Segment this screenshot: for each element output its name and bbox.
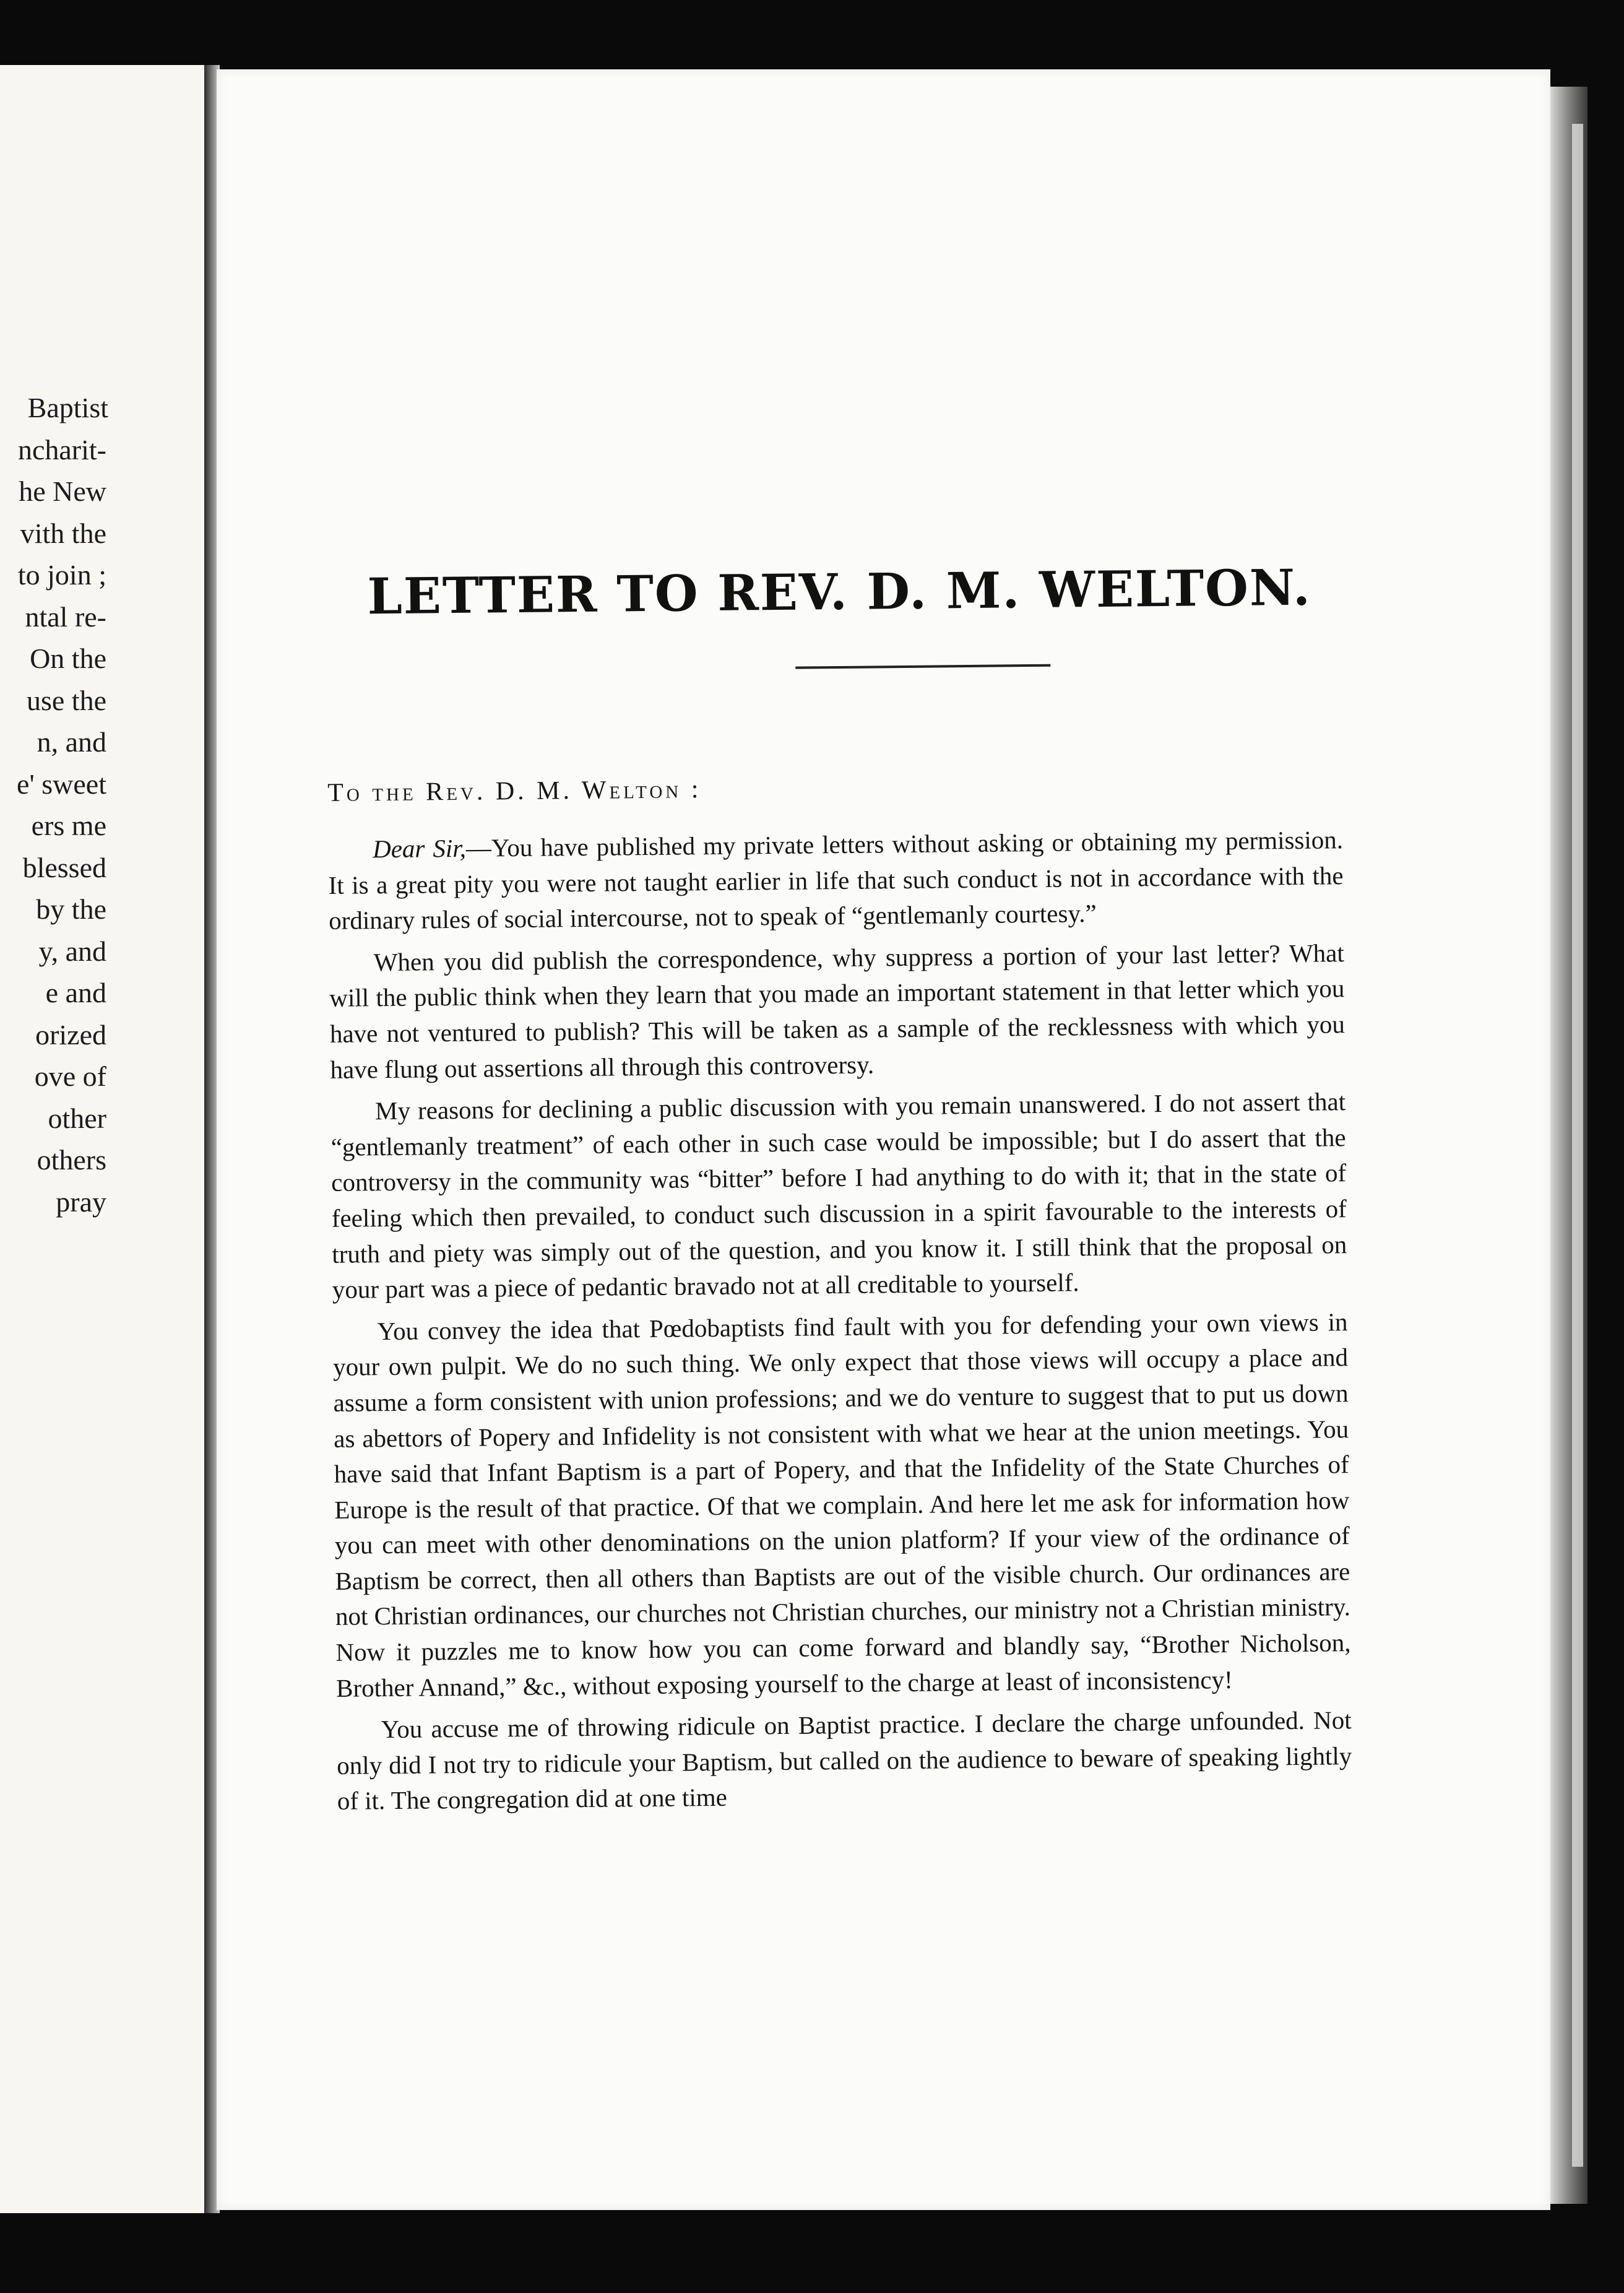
previous-page-line: y, and xyxy=(38,935,106,967)
letter-greeting: Dear Sir, xyxy=(372,833,467,864)
previous-page-line: On the xyxy=(30,643,106,674)
previous-page-line: n, and xyxy=(37,726,106,758)
letter-title: LETTER TO REV. D. M. WELTON. xyxy=(367,558,1312,626)
previous-page-line: ove of xyxy=(34,1060,106,1092)
previous-page-line: e' sweet xyxy=(17,768,106,800)
previous-page-fragment xyxy=(0,65,208,2213)
previous-page-line: ntal re- xyxy=(25,600,106,633)
previous-page-line: he New xyxy=(19,475,106,507)
letter-paragraph: My reasons for declining a public discussion with you remain unanswered. I do not assert that “gentlemanly treatment” of each other in such case would be impossible; but I do assert that the controversy in the community was “bitter” before I had anything to do with it; that in the state of feeling which then prevailed, to conduct such discussion in a spirit favourable to the interests of truth and piety was simply out of the question, and you know it. I still think that the proposal on your part was a piece of pedantic bravado not at all creditable to yourself. xyxy=(330,1087,1347,1304)
letter-salutation: To the Rev. D. M. Welton : xyxy=(327,775,702,807)
letter-page xyxy=(217,69,1550,2210)
previous-page-line: vith the xyxy=(20,517,106,549)
title-divider xyxy=(795,664,1050,669)
previous-page-line: Baptist xyxy=(27,392,108,423)
previous-page-line: blessed xyxy=(22,851,106,883)
letter-content xyxy=(321,59,1352,1816)
letter-paragraph-text: —You have published my private letters without asking or obtaining my permission. It is a great pity you were not taught earlier in life that such conduct is not in accordance with the ordinary rules of social intercourse, not to speak of “gentlemanly courtesy.” xyxy=(328,825,1344,935)
page-stack-highlight xyxy=(1572,124,1583,2167)
letter-paragraph: You accuse me of throwing ridicule on Baptist practice. I declare the charge unfounded. Not only did I not try to ridicule your Baptism, but called on the audience to beware of speaking lightly of it. The congregation did at one time xyxy=(337,1706,1352,1816)
previous-page-line: orized xyxy=(35,1018,106,1051)
previous-page-line: e and xyxy=(45,977,106,1008)
previous-page-line: others xyxy=(37,1144,106,1176)
previous-page-line: pray xyxy=(56,1186,106,1218)
letter-paragraph: You convey the idea that Pœdobaptists find fault with you for defending your own views in your own pulpit. We do no such thing. We only expect that those views will occupy a place and assume a form consistent with union professions; and we do venture to suggest that to put us down as abettors of Popery and Infidelity is not consistent with what we hear at the union meetings. You have said that Infant Baptism is a part of Popery, and that the Infidelity of the State Churches of Europe is the result of that practice. Of that we complain. And here let me ask for information how you can meet with other denominations on the union platform? If your view of the ordinance of Baptism be correct, then all others than Baptists are out of the visible church. Our ordinances are not Christian ordinances, our churches not Christian churches, our ministry not a Christian ministry. Now it puzzles me to know how you can come forward and blandly say, “Brother Nicholson, Brother Annand,” &c., without exposing yourself to the charge at least of inconsistency! xyxy=(332,1307,1351,1702)
previous-page-text xyxy=(0,387,204,1223)
previous-page-line: ncharit- xyxy=(17,433,106,466)
previous-page-line: use the xyxy=(26,684,106,716)
letter-body xyxy=(328,822,1352,1826)
previous-page-line: other xyxy=(48,1102,106,1134)
letter-paragraph: When you did publish the correspondence, why suppress a portion of your last letter? What will the public think when they learn that you made an important statement in that letter which you have not ventured to publish? This will be taken as a sample of the recklessness with which you have flung out assertions all through this controversy. xyxy=(329,938,1345,1084)
previous-page-line: to join ; xyxy=(17,559,106,591)
previous-page-line: by the xyxy=(36,893,106,925)
previous-page-line: ers me xyxy=(31,810,106,841)
letter-paragraph xyxy=(328,822,1344,939)
